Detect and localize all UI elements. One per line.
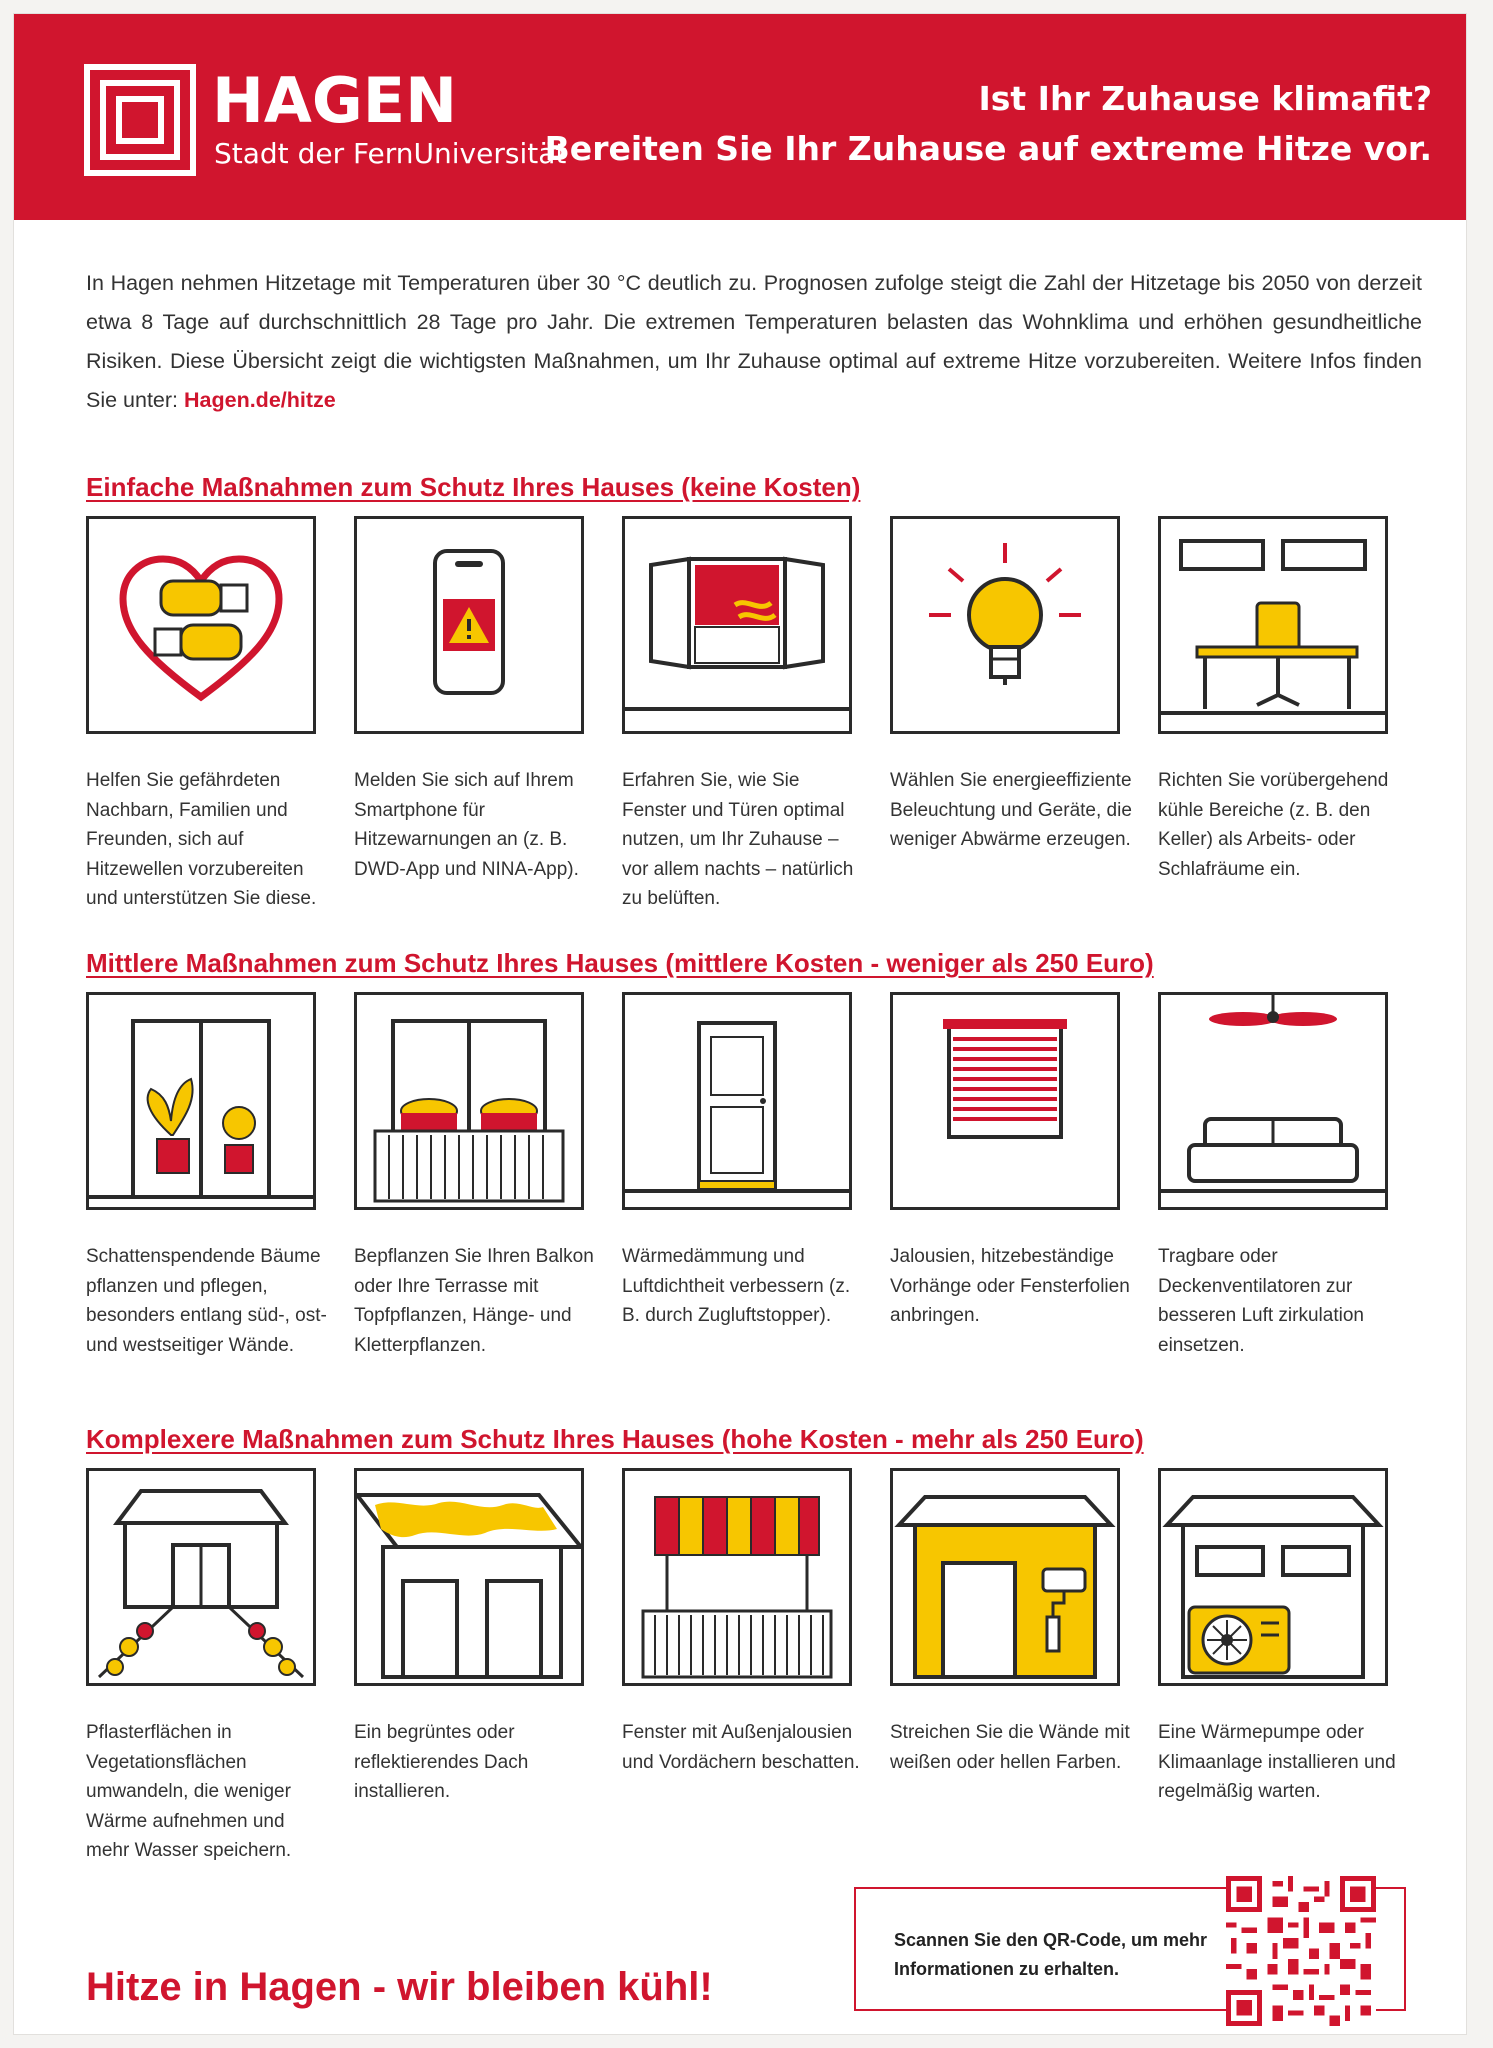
house-garden-path-icon bbox=[89, 1471, 313, 1683]
tile-desk bbox=[1158, 516, 1388, 734]
caption-garden-path: Pflasterflächen in Vegetationsflächen umwandeln, die weniger Wärme aufnehmen und mehr Wasser speichern. bbox=[86, 1722, 292, 1861]
potted-plants-icon bbox=[89, 995, 313, 1207]
tile-green-roof bbox=[354, 1468, 584, 1686]
heat-pump-icon bbox=[1161, 1471, 1385, 1683]
logo-subtitle: Stadt der FernUniversität bbox=[214, 137, 567, 170]
tile-garden-path bbox=[86, 1468, 316, 1686]
green-roof-icon bbox=[357, 1471, 581, 1683]
caption-smartphone: Melden Sie sich auf Ihrem Smartphone für Hitzewarnungen an (z. B. DWD-App und NINA-App). bbox=[354, 770, 579, 880]
caption-paint-roller: Streichen Sie die Wände mit weißen oder hellen Farben. bbox=[890, 1722, 1130, 1773]
header-banner bbox=[14, 14, 1466, 220]
caption-desk: Richten Sie vorübergehend kühle Bereiche (z. B. den Keller) als Arbeits- oder Schlafräume ein. bbox=[1158, 770, 1389, 880]
caption-awning: Fenster mit Außenjalousien und Vordächern beschatten. bbox=[622, 1722, 860, 1773]
intro-paragraph bbox=[86, 264, 1422, 420]
blinds-icon bbox=[893, 995, 1117, 1207]
headline-subtitle: Bereiten Sie Ihr Zuhause auf extreme Hitze vor. bbox=[544, 129, 1432, 168]
tile-awning bbox=[622, 1468, 852, 1686]
tile-balcony-plants bbox=[354, 992, 584, 1210]
caption-window: Erfahren Sie, wie Sie Fenster und Türen optimal nutzen, um Ihr Zuhause – vor allem nachts – natürlich zu belüften. bbox=[622, 770, 854, 909]
hagen-logo-icon bbox=[84, 64, 196, 176]
tile-smartphone bbox=[354, 516, 584, 734]
ceiling-fan-sofa-icon bbox=[1161, 995, 1385, 1207]
paint-roller-icon bbox=[893, 1471, 1117, 1683]
smartphone-warning-icon bbox=[357, 519, 581, 731]
intro-text: In Hagen nehmen Hitzetage mit Temperaturen über 30 °C deutlich zu. Prognosen zufolge steigt die Zahl der Hitzetage bis 2050 von derzeit etwa 8 Tage auf durchschnittlich 28 Tage pro Jahr. Die extremen Temperaturen belasten das Wohnklima und erhöhen gesundheitliche Risiken. Diese Übersicht zeigt die wichtigsten Maßnahmen, um Ihr Zuhause optimal auf extreme Hitze vorzubereiten. Weitere Infos finden Sie unter: bbox=[86, 271, 1422, 412]
caption-door: Wärmedämmung und Luftdichtheit verbessern (z. B. durch Zugluftstopper). bbox=[622, 1246, 851, 1326]
light-bulb-icon bbox=[893, 519, 1117, 731]
qr-instruction: Scannen Sie den QR-Code, um mehr Informationen zu erhalten. bbox=[894, 1930, 1208, 1979]
caption-heat-pump: Eine Wärmepumpe oder Klimaanlage installieren und regelmäßig warten. bbox=[1158, 1722, 1396, 1802]
desk-chair-icon bbox=[1161, 519, 1385, 731]
open-window-icon bbox=[625, 519, 849, 731]
section-title-simple: Einfache Maßnahmen zum Schutz Ihres Hauses (keine Kosten) bbox=[86, 472, 861, 502]
tile-fan-sofa bbox=[1158, 992, 1388, 1210]
tile-heat-pump bbox=[1158, 1468, 1388, 1686]
section-title-medium: Mittlere Maßnahmen zum Schutz Ihres Hauses (mittlere Kosten - weniger als 250 Euro) bbox=[86, 948, 1154, 978]
door-draft-stopper-icon bbox=[625, 995, 849, 1207]
tile-light-bulb bbox=[890, 516, 1120, 734]
caption-light-bulb: Wählen Sie energieeffiziente Beleuchtung und Geräte, die weniger Abwärme erzeugen. bbox=[890, 770, 1132, 850]
caption-balcony-plants: Bepflanzen Sie Ihren Balkon oder Ihre Terrasse mit Topfpflanzen, Hänge- und Kletterpflanzen. bbox=[354, 1246, 594, 1356]
tile-potted-plants bbox=[86, 992, 316, 1210]
balcony-plants-icon bbox=[357, 995, 581, 1207]
tile-door bbox=[622, 992, 852, 1210]
tile-blinds bbox=[890, 992, 1120, 1210]
info-link[interactable]: Hagen.de/hitze bbox=[184, 388, 336, 412]
helping-hands-heart-icon bbox=[89, 519, 313, 731]
tile-paint-roller bbox=[890, 1468, 1120, 1686]
caption-green-roof: Ein begrüntes oder reflektierendes Dach installieren. bbox=[354, 1722, 529, 1802]
awning-icon bbox=[625, 1471, 849, 1683]
qr-code-icon[interactable] bbox=[1226, 1876, 1376, 2026]
logo-title: HAGEN bbox=[212, 64, 458, 137]
section-title-complex: Komplexere Maßnahmen zum Schutz Ihres Hauses (hohe Kosten - mehr als 250 Euro) bbox=[86, 1424, 1144, 1454]
poster bbox=[14, 14, 1466, 2034]
tile-helping-hands bbox=[86, 516, 316, 734]
slogan: Hitze in Hagen - wir bleiben kühl! bbox=[86, 1965, 713, 2009]
caption-potted-plants: Schattenspendende Bäume pflanzen und pflegen, besonders entlang süd-, ost- und westseitiger Wände. bbox=[86, 1246, 327, 1356]
caption-blinds: Jalousien, hitzebeständige Vorhänge oder Fensterfolien anbringen. bbox=[890, 1246, 1130, 1326]
tile-window bbox=[622, 516, 852, 734]
headline-question: Ist Ihr Zuhause klimafit? bbox=[978, 79, 1432, 118]
caption-helping-hands: Helfen Sie gefährdeten Nachbarn, Familien und Freunden, sich auf Hitzewellen vorzubereiten und unterstützen Sie diese. bbox=[86, 770, 317, 909]
caption-fan-sofa: Tragbare oder Deckenventilatoren zur besseren Luft zirkulation einsetzen. bbox=[1158, 1246, 1364, 1356]
